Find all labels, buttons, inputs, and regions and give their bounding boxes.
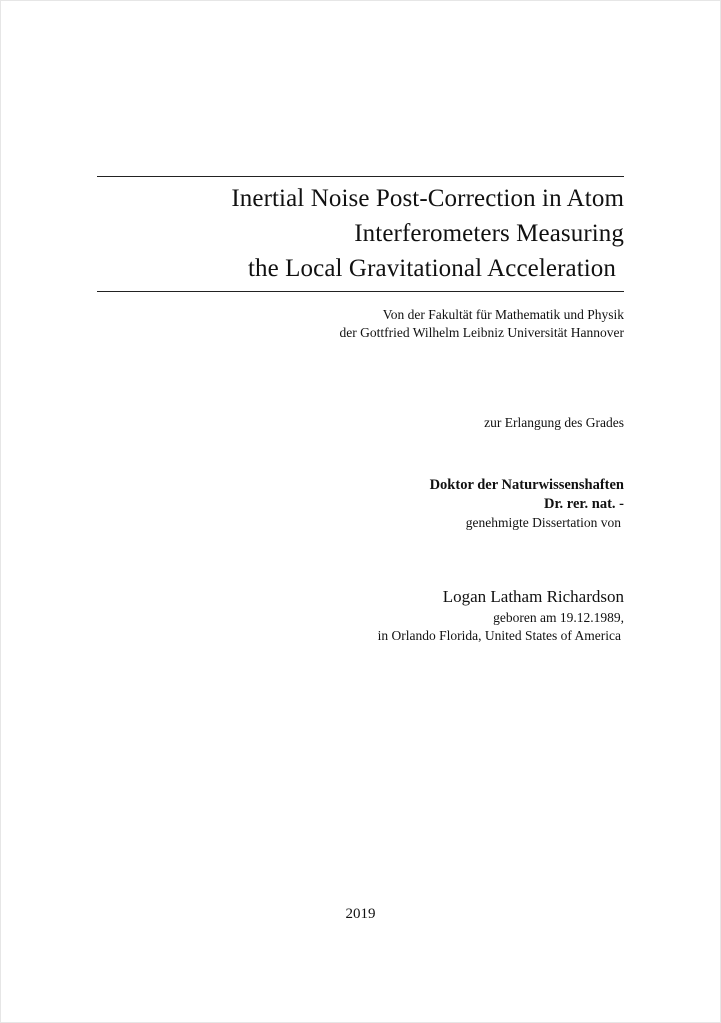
faculty-line-1: Von der Fakultät für Mathematik und Physik [382, 307, 624, 322]
author-block [443, 586, 624, 608]
thesis-title [184, 181, 624, 286]
degree-name: Doktor der Naturwissenshaften [429, 477, 624, 493]
grades-text: zur Erlangung des Grades [484, 415, 624, 430]
birth-date: geboren am 19.12.1989, [493, 610, 624, 625]
birth-place: in Orlando Florida, United States of America [377, 628, 621, 643]
title-line-2: Interferometers Measuring [354, 220, 624, 247]
approved-block [466, 514, 624, 532]
title-top-rule [97, 176, 624, 177]
title-bottom-rule [97, 291, 624, 292]
degree-purpose [484, 414, 624, 432]
faculty-line-2: der Gottfried Wilhelm Leibniz Universität Hannover [339, 325, 624, 340]
degree-block [430, 476, 624, 514]
birth-date-block [493, 609, 624, 627]
title-line-1: Inertial Noise Post-Correction in Atom [231, 185, 624, 212]
author-name: Logan Latham Richardson [442, 587, 624, 606]
birth-place-block [378, 627, 624, 645]
approved-text: genehmigte Dissertation von [465, 515, 621, 530]
publication-year: 2019 [345, 906, 376, 922]
title-line-3: the Local Gravitational Acceleration [247, 255, 616, 282]
faculty-block [340, 306, 625, 342]
degree-abbreviation: Dr. rer. nat. - [543, 496, 624, 512]
